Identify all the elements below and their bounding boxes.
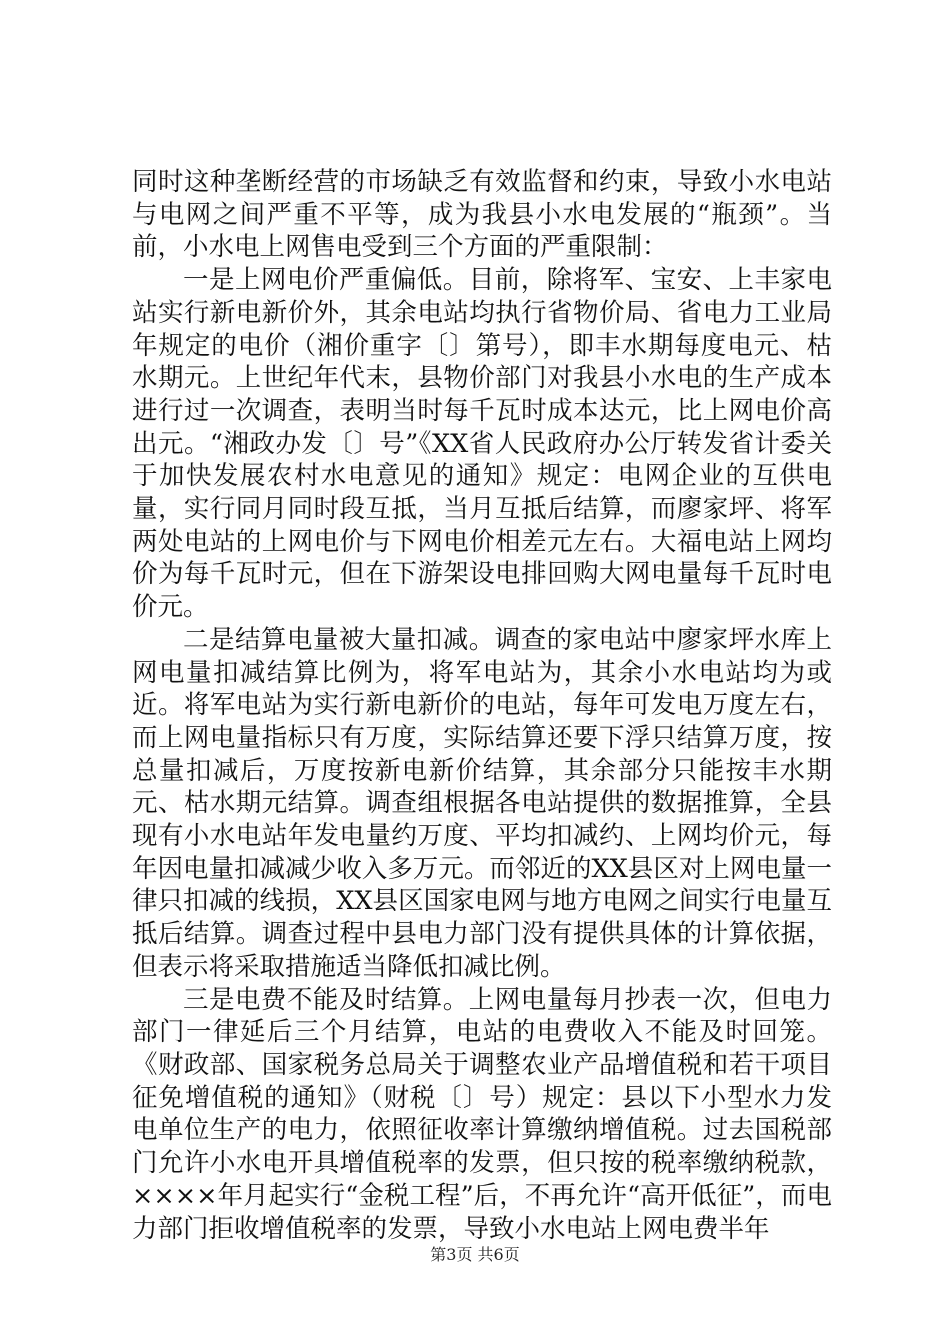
paragraph-low-price: 一是上网电价严重偏低。目前，除将军、宝安、上丰家电站实行新电新价外，其余电站均执行省物价局、省电力工业局年规定的电价（湘价重字〔〕第号），即丰水期每度电元、枯水期元。上世纪年代末，县物价部门对我县小水电的生产成本进行过一次调查，表明当时每千瓦时成本达元，比上网电价高出元。“湘政办发〔〕号”《XX省人民政府办公厅转发省计委关于加快发展农村水电意见的通知》规定：电网企业的互供电量，实行同月同时段互抵，当月互抵后结算，而廖家坪、将军两处电站的上网电价与下网电价相差元左右。大福电站上网均价为每千瓦时元，但在下游架设电排回购大网电量每千瓦时电价元。 — [132, 265, 832, 623]
page-footer — [0, 1245, 950, 1265]
paragraph-continuation: 同时这种垄断经营的市场缺乏有效监督和约束，导致小水电站与电网之间严重不平等，成为我县小水电发展的“瓶颈”。当前，小水电上网售电受到三个方面的严重限制： — [132, 167, 832, 263]
paragraph-settlement: 三是电费不能及时结算。上网电量每月抄表一次，但电力部门一律延后三个月结算，电站的电费收入不能及时回笼。《财政部、国家税务总局关于调整农业产品增值税和若干项目征免增值税的通知》（财税〔〕号）规定：县以下小型水力发电单位生产的电力，依照征收率计算缴纳增值税。过去国税部门允许小水电开具增值税率的发票，但只按的税率缴纳税款，××××年月起实行“金税工程”后，不再允许“高开低征”，而电力部门拒收增值税率的发票，导致小水电站上网电费半年 — [132, 984, 832, 1244]
paragraph-deduction: 二是结算电量被大量扣减。调查的家电站中廖家坪水库上网电量扣减结算比例为，将军电站为，其余小水电站均为或近。将军电站为实行新电新价的电站，每年可发电万度左右，而上网电量指标只有万度，实际结算还要下浮只结算万度，按总量扣减后，万度按新电新价结算，其余部分只能按丰水期元、枯水期元结算。调查组根据各电站提供的数据推算，全县现有小水电站年发电量约万度、平均扣减约、上网均价元，每年因电量扣减减少收入多万元。而邻近的XX县区对上网电量一律只扣减的线损，XX县区国家电网与地方电网之间实行电量互抵后结算。调查过程中县电力部门没有提供具体的计算依据，但表示将采取措施适当降低扣减比例。 — [132, 624, 832, 982]
page-number: 第3页 共6页 — [430, 1245, 520, 1264]
document-body — [132, 166, 832, 1245]
